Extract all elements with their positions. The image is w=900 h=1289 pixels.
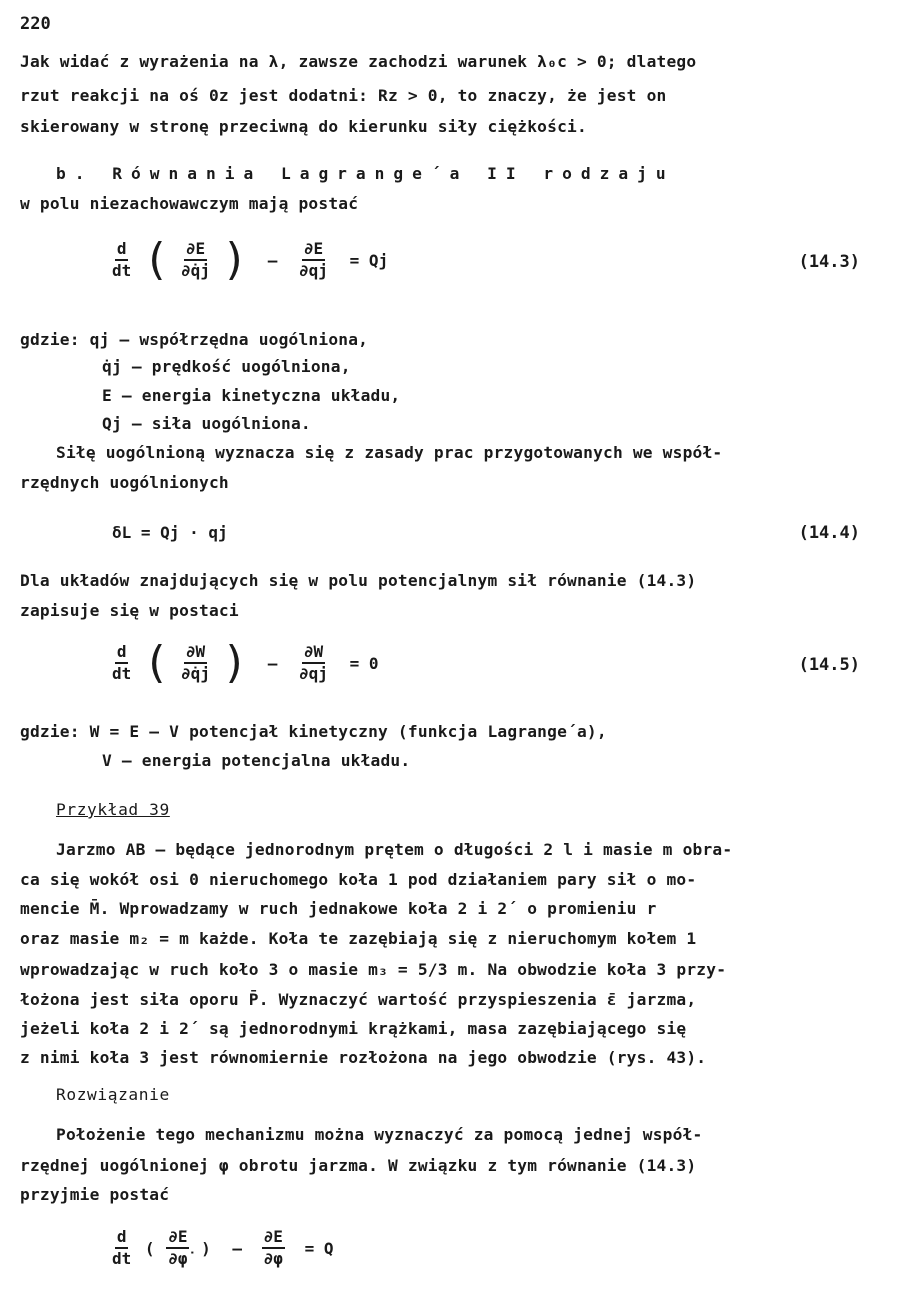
defs2-line1: gdzie: W = E – V potencjał kinetyczny (funkcja Lagrange´a), [20, 722, 607, 741]
eq143-d: d [115, 240, 129, 261]
eq145-dt: dt [112, 664, 132, 683]
defs1-line1: gdzie: qj – współrzędna uogólniona, [20, 330, 369, 349]
defs1-line3: E – energia kinetyczna układu, [102, 386, 401, 405]
eq143-open-paren: ( [142, 234, 170, 285]
eqf-minus: – [232, 1238, 243, 1258]
eq145-d: d [115, 643, 129, 664]
eqf-num2: ∂E [262, 1228, 285, 1249]
solution-line3: przyjmie postać [20, 1185, 170, 1204]
example-line4: oraz masie m₂ = m każde. Koła te zazębiają się z nieruchomym kołem 1 [20, 929, 697, 948]
equation-14-5 [110, 637, 388, 688]
eq143-minus: – [267, 250, 278, 270]
defs1-line2: q̇j – prędkość uogólniona, [102, 357, 351, 376]
example-line7: jeżeli koła 2 i 2´ są jednorodnymi krążkami, masa zazębiającego się [20, 1019, 687, 1038]
paragraph3-line2: zapisuje się w postaci [20, 601, 239, 620]
defs2-line2: V – energia potencjalna układu. [102, 751, 411, 770]
paragraph2-line2: rzędnych uogólnionych [20, 473, 229, 492]
example-line3: mencie M̄. Wprowadzamy w ruch jednakowe koła 2 i 2´ o promieniu r [20, 899, 657, 918]
paragraph1-line3: skierowany w stronę przeciwną do kierunku siły ciężkości. [20, 117, 587, 136]
example-title: Przykład 39 [56, 800, 170, 819]
eq145-close-paren: ) [221, 637, 249, 688]
solution-line2: rzędnej uogólnionej φ obrotu jarzma. W związku z tym równanie (14.3) [20, 1156, 697, 1175]
example-line1: Jarzmo AB – będące jednorodnym prętem o długości 2 l i masie m obra- [56, 840, 733, 859]
paragraph2-line1: Siłę uogólnioną wyznacza się z zasady prac przygotowanych we współ- [56, 443, 723, 462]
eqf-dt: dt [112, 1249, 132, 1268]
eqf-num1: ∂E [166, 1228, 189, 1249]
eq143-num2: ∂E [302, 240, 325, 261]
solution-title: Rozwiązanie [56, 1085, 170, 1104]
equation-14-4: δL = Qj · qj [112, 523, 228, 542]
eq143-label: (14.3) [798, 252, 860, 272]
eq145-minus: – [267, 653, 278, 673]
eq143-den1: ∂q̇j [181, 261, 210, 280]
example-line6: łożona jest siła oporu P̄. Wyznaczyć wartość przyspieszenia ε̄ jarzma, [20, 990, 697, 1009]
eqf-d: d [115, 1228, 129, 1249]
eqf-den2: ∂φ [263, 1249, 283, 1268]
eq145-num1: ∂W [184, 643, 207, 664]
eq144-label: (14.4) [798, 523, 860, 543]
equation-14-3 [110, 234, 398, 285]
eqf-open-paren: ( [144, 1238, 155, 1258]
eqf-rhs: = Q [304, 1238, 334, 1258]
eq143-num1: ∂E [184, 240, 207, 261]
eq145-open-paren: ( [142, 637, 170, 688]
eq143-close-paren: ) [221, 234, 249, 285]
example-line2: ca się wokół osi 0 nieruchomego koła 1 pod działaniem pary sił o mo- [20, 870, 697, 889]
paragraph3-line1: Dla układów znajdujących się w polu potencjalnym sił równanie (14.3) [20, 571, 697, 590]
eqf-den1: ∂φ̇ [168, 1249, 188, 1268]
eq143-rhs: = Qj [349, 250, 389, 270]
eq145-rhs: = 0 [349, 653, 379, 673]
eq145-num2: ∂W [302, 643, 325, 664]
eq143-dt: dt [112, 261, 132, 280]
defs1-line4: Qj – siła uogólniona. [102, 414, 311, 433]
section-heading: b. Równania Lagrange´a II rodzaju [56, 164, 675, 183]
eqf-close-paren: ) [201, 1238, 211, 1258]
eq145-den2: ∂qj [299, 664, 328, 683]
page-number: 220 [20, 14, 51, 34]
eq145-den1: ∂q̇j [181, 664, 210, 683]
paragraph1-line2: rzut reakcji na oś 0z jest dodatni: Rz > 0, to znaczy, że jest on [20, 86, 667, 105]
eq143-den2: ∂qj [299, 261, 328, 280]
example-line8: z nimi koła 3 jest równomiernie rozłożona na jego obwodzie (rys. 43). [20, 1048, 707, 1067]
paragraph1-line1: Jak widać z wyrażenia na λ, zawsze zachodzi warunek λ₀c > 0; dlatego [20, 52, 697, 71]
equation-final [110, 1228, 343, 1268]
section-intro: w polu niezachowawczym mają postać [20, 194, 359, 213]
solution-line1: Położenie tego mechanizmu można wyznaczyć za pomocą jednej współ- [56, 1125, 703, 1144]
example-line5: wprowadzając w ruch koło 3 o masie m₃ = 5/3 m. Na obwodzie koła 3 przy- [20, 960, 727, 979]
eq145-label: (14.5) [798, 655, 860, 675]
